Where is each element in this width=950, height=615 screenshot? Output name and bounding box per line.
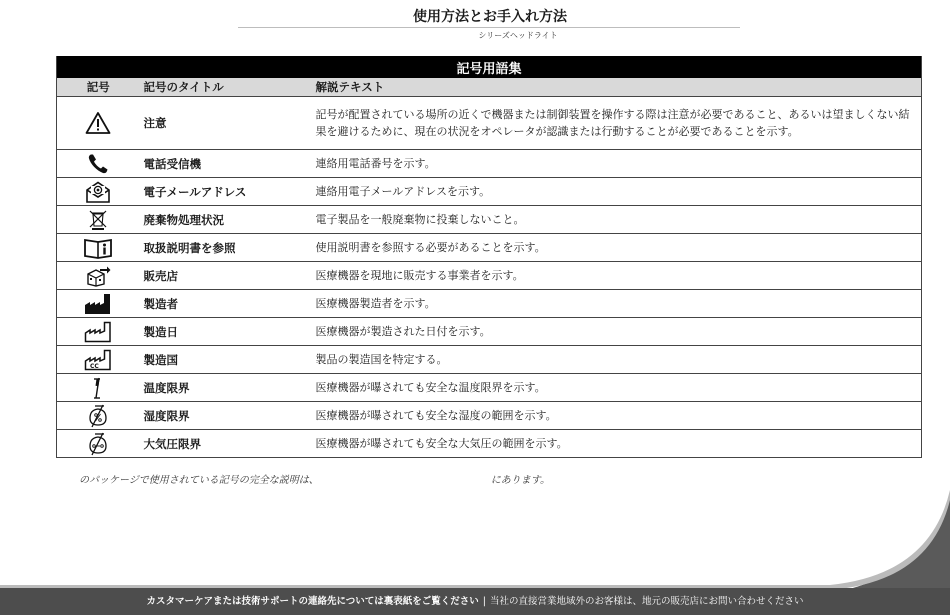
table-row (57, 178, 922, 206)
symbol-title: 製造国 (140, 346, 312, 374)
page-title: 使用方法とお手入れ方法 (413, 9, 567, 25)
table-row (57, 402, 922, 430)
symbol-title: 廃棄物処理状況 (140, 206, 312, 234)
symbol-description: 連絡用電子メールアドレスを示す。 (312, 178, 922, 206)
symbol-description: 製品の製造国を特定する。 (312, 346, 922, 374)
symbols-footnote (79, 471, 550, 486)
symbol-title: 製造日 (140, 318, 312, 346)
glossary-banner: 記号用語集 (57, 56, 922, 78)
symbol-title: 注意 (140, 97, 312, 150)
symbol-glossary-table (56, 56, 922, 458)
table-row (57, 430, 922, 458)
page-subtitle: シリーズヘッドライト (478, 31, 558, 40)
table-row (57, 346, 922, 374)
manufacturer-icon (57, 293, 140, 315)
symbol-description: 電子製品を一般廃棄物に投棄しないこと。 (312, 206, 922, 234)
symbol-description: 医療機器が曝されても安全な湿度の範囲を示す。 (312, 402, 922, 430)
symbol-description: 連絡用電話番号を示す。 (312, 150, 922, 178)
distributor-icon (57, 265, 140, 287)
country-code-label: CC (90, 362, 100, 370)
table-row (57, 318, 922, 346)
humidity-limit-icon (57, 404, 140, 428)
symbol-description: 使用説明書を参照する必要があることを示す。 (312, 234, 922, 262)
table-header-row (57, 78, 922, 97)
footnote-text-before: のパッケージで使用されている記号の完全な説明は、 (79, 475, 319, 486)
table-row (57, 234, 922, 262)
symbol-description: 医療機器が製造された日付を示す。 (312, 318, 922, 346)
telephone-icon (57, 153, 140, 175)
email-envelope-icon (57, 181, 140, 203)
column-header-symbol: 記号 (57, 78, 140, 97)
table-row (57, 374, 922, 402)
table-row (57, 262, 922, 290)
pressure-limit-icon (57, 432, 140, 456)
symbol-title: 大気圧限界 (140, 430, 312, 458)
symbol-title: 販売店 (140, 262, 312, 290)
contact-footer-bar (0, 588, 950, 615)
support-contact-text: カスタマーケアまたは技術サポートの連絡先については裏表紙をご覧ください (146, 596, 479, 607)
symbol-title: 湿度限界 (140, 402, 312, 430)
table-row (57, 206, 922, 234)
symbol-description: 医療機器が曝されても安全な温度限界を示す。 (312, 374, 922, 402)
column-header-title: 記号のタイトル (140, 78, 312, 97)
table-row (57, 97, 922, 150)
symbol-title: 製造者 (140, 290, 312, 318)
column-header-description: 解説テキスト (312, 78, 922, 97)
table-row (57, 290, 922, 318)
title-divider (238, 27, 740, 28)
symbol-description: 医療機器を現地に販売する事業者を示す。 (312, 262, 922, 290)
distributor-contact-text: 当社の直接営業地域外のお客様は、地元の販売店にお問い合わせください (490, 596, 804, 607)
symbol-title: 電話受信機 (140, 150, 312, 178)
footer-separator: | (482, 596, 486, 607)
symbol-description: 記号が配置されている場所の近くで機器または制御装置を操作する際は注意が必要であること、あるいは望ましくない結果を避けるために、現在の状況をオペレータが認識または行動することが必要であることを示す。 (312, 97, 922, 150)
table-row (57, 150, 922, 178)
footnote-text-after: にあります。 (490, 475, 551, 486)
temperature-limit-icon (57, 376, 140, 400)
symbol-title: 温度限界 (140, 374, 312, 402)
symbol-title: 電子メールアドレス (140, 178, 312, 206)
symbol-description: 医療機器製造者を示す。 (312, 290, 922, 318)
warning-triangle-icon (57, 111, 140, 135)
symbol-title: 取扱説明書を参照 (140, 234, 312, 262)
manual-book-icon (57, 237, 140, 259)
symbol-description: 医療機器が曝されても安全な大気圧の範囲を示す。 (312, 430, 922, 458)
manufacture-date-icon (57, 321, 140, 343)
crossed-bin-icon (57, 209, 140, 231)
country-of-manufacture-icon (57, 349, 140, 371)
